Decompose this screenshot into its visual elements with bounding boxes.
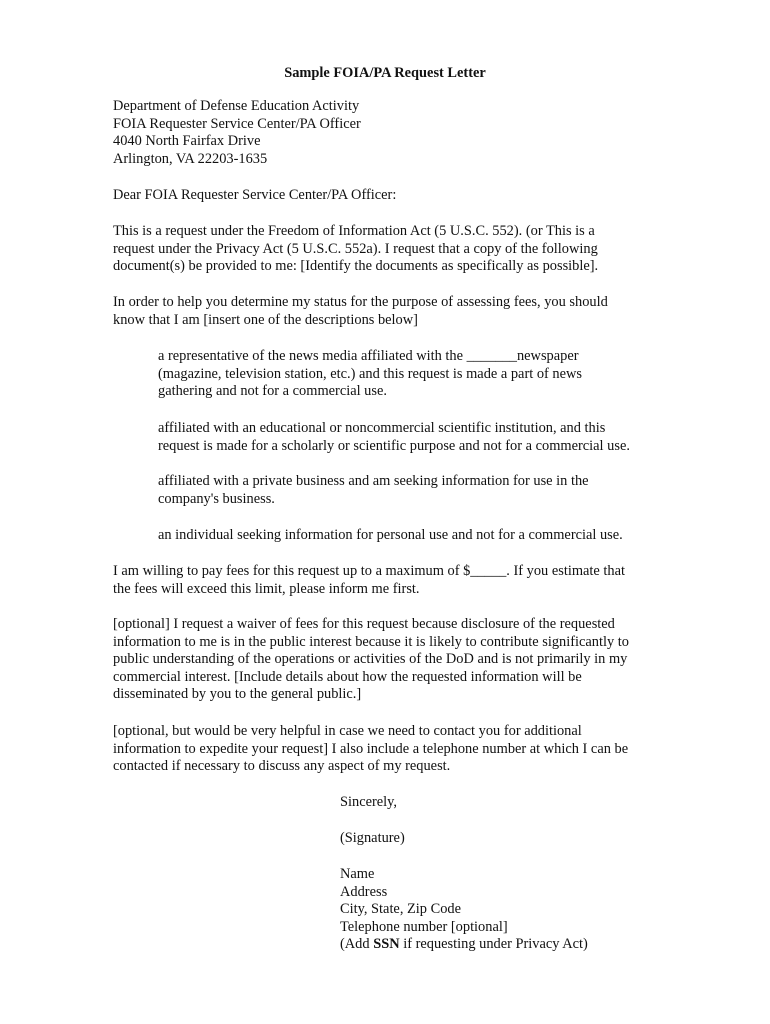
sender-city: City, State, Zip Code: [340, 901, 461, 918]
option-news-media: [158, 348, 673, 401]
ssn-note-prefix: (Add: [340, 936, 374, 953]
fees-paragraph: [113, 563, 673, 598]
sender-telephone: Telephone number [optional]: [340, 918, 508, 935]
option-line: company's business.: [158, 490, 275, 507]
salutation-text: Dear FOIA Requester Service Center/PA Officer:: [113, 187, 397, 203]
paragraph-line: request under the Privacy Act (5 U.S.C. 552a). I request that a copy of the following: [113, 240, 598, 257]
sender-name: Name: [340, 866, 375, 882]
paragraph-line: document(s) be provided to me: [Identify the documents as specifically as possible].: [113, 258, 599, 275]
paragraph-line: know that I am [insert one of the descriptions below]: [113, 311, 418, 328]
address-line: 4040 North Fairfax Drive: [113, 133, 261, 150]
paragraph-line: public understanding of the operations or activities of the DoD and is not primarily in my: [113, 651, 628, 668]
option-line: affiliated with a private business and am seeking information for use in the: [158, 473, 589, 489]
paragraph-line: the fees will exceed this limit, please inform me first.: [113, 580, 420, 597]
address-line: Arlington, VA 22203-1635: [113, 150, 268, 167]
salutation: [113, 187, 673, 205]
letter-title: Sample FOIA/PA Request Letter: [284, 65, 486, 81]
paragraph-line: This is a request under the Freedom of Information Act (5 U.S.C. 552). (or This is a: [113, 223, 595, 239]
option-individual: [158, 527, 673, 545]
sender-details: [340, 866, 700, 954]
ssn-emphasis: SSN: [373, 936, 400, 953]
option-line: affiliated with an educational or noncommercial scientific institution, and this: [158, 420, 606, 436]
closing-signature: [340, 830, 700, 848]
ssn-note-suffix: if requesting under Privacy Act): [399, 936, 588, 953]
ssn-note: [340, 936, 700, 954]
paragraph-line: [optional] I request a waiver of fees for this request because disclosure of the requested: [113, 616, 615, 632]
paragraph-line: information to expedite your request] I also include a telephone number at which I can be: [113, 740, 629, 757]
sincerely-text: Sincerely,: [340, 794, 398, 810]
status-paragraph: [113, 294, 673, 329]
address-line: FOIA Requester Service Center/PA Officer: [113, 115, 361, 132]
option-line: a representative of the news media affiliated with the _______newspaper: [158, 348, 579, 364]
paragraph-line: [optional, but would be very helpful in case we need to contact you for additional: [113, 723, 582, 739]
option-line: (magazine, television station, etc.) and this request is made a part of news: [158, 365, 582, 382]
option-line: an individual seeking information for personal use and not for a commercial use.: [158, 527, 623, 543]
sender-address: Address: [340, 883, 388, 900]
paragraph-line: commercial interest. [Include details about how the requested information will be: [113, 668, 582, 685]
paragraph-line: In order to help you determine my status for the purpose of assessing fees, you should: [113, 294, 608, 310]
option-line: gathering and not for a commercial use.: [158, 383, 387, 400]
paragraph-line: contacted if necessary to discuss any aspect of my request.: [113, 758, 451, 775]
paragraph-line: information to me is in the public interest because it is likely to contribute significantly to: [113, 633, 629, 650]
request-paragraph: [113, 223, 673, 276]
paragraph-line: disseminated by you to the general public.]: [113, 686, 362, 703]
waiver-paragraph: [113, 616, 673, 704]
option-educational: [158, 420, 673, 455]
closing-sincerely: [340, 794, 700, 812]
option-line: request is made for a scholarly or scientific purpose and not for a commercial use.: [158, 437, 630, 454]
option-business: [158, 473, 673, 508]
signature-placeholder: (Signature): [340, 830, 405, 846]
paragraph-line: I am willing to pay fees for this request up to a maximum of $_____. If you estimate that: [113, 563, 625, 579]
contact-paragraph: [113, 723, 673, 776]
recipient-address: [113, 98, 673, 168]
address-line: Department of Defense Education Activity: [113, 98, 360, 114]
